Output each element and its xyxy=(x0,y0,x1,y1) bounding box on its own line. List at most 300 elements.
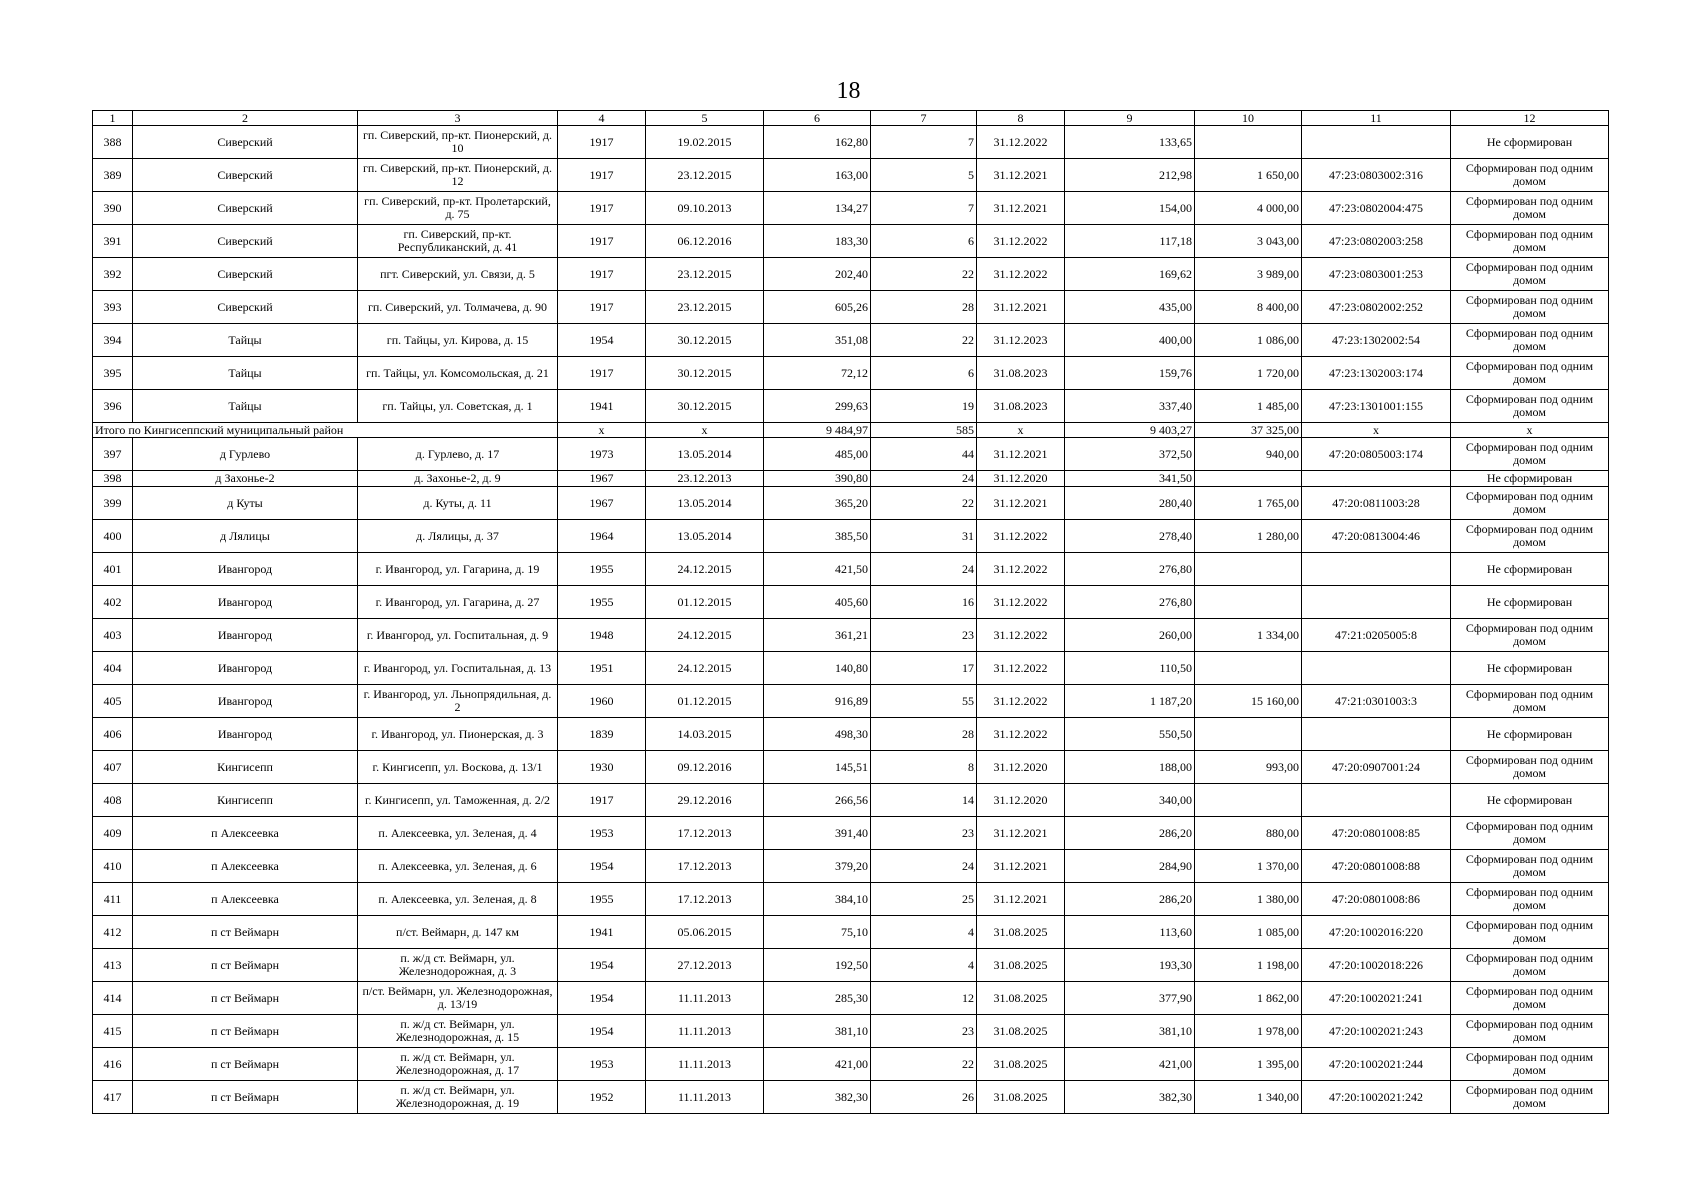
living-area: 276,80 xyxy=(1065,586,1195,619)
recognition-date: 30.12.2015 xyxy=(646,324,764,357)
total-area: 485,00 xyxy=(764,438,871,471)
residents-count: 24 xyxy=(871,553,977,586)
land-area: 3 043,00 xyxy=(1195,225,1302,258)
table-row xyxy=(93,390,1609,423)
recognition-date: 05.06.2015 xyxy=(646,916,764,949)
row-number: 414 xyxy=(93,982,133,1015)
address: п/ст. Веймарн, д. 147 км xyxy=(358,916,558,949)
resettlement-deadline: 31.12.2021 xyxy=(977,850,1065,883)
land-area: 1 198,00 xyxy=(1195,949,1302,982)
total-area: 391,40 xyxy=(764,817,871,850)
build-year: 1917 xyxy=(558,126,646,159)
address: г. Ивангород, ул. Льнопрядильная, д. 2 xyxy=(358,685,558,718)
build-year: 1951 xyxy=(558,652,646,685)
build-year: 1954 xyxy=(558,850,646,883)
total-area: 390,80 xyxy=(764,471,871,487)
settlement-name: Сиверский xyxy=(133,225,358,258)
address: гп. Сиверский, пр-кт. Пионерский, д. 12 xyxy=(358,159,558,192)
settlement-name: п ст Веймарн xyxy=(133,949,358,982)
table-row xyxy=(93,1015,1609,1048)
settlement-name: Тайцы xyxy=(133,357,358,390)
residents-count: 12 xyxy=(871,982,977,1015)
address: п. ж/д ст. Веймарн, ул. Железнодорожная, д. 15 xyxy=(358,1015,558,1048)
land-area xyxy=(1195,471,1302,487)
residents-count: 7 xyxy=(871,192,977,225)
land-status: Не сформирован xyxy=(1451,586,1609,619)
total-area: 379,20 xyxy=(764,850,871,883)
table-row xyxy=(93,192,1609,225)
row-number: 407 xyxy=(93,751,133,784)
build-year: 1955 xyxy=(558,586,646,619)
residents-count: 4 xyxy=(871,949,977,982)
living-area: 435,00 xyxy=(1065,291,1195,324)
column-number: 2 xyxy=(133,111,358,126)
land-area: 1 334,00 xyxy=(1195,619,1302,652)
row-number: 404 xyxy=(93,652,133,685)
build-year: 1917 xyxy=(558,159,646,192)
living-area: 193,30 xyxy=(1065,949,1195,982)
address: д. Гурлево, д. 17 xyxy=(358,438,558,471)
row-number: 388 xyxy=(93,126,133,159)
land-area: 1 086,00 xyxy=(1195,324,1302,357)
total-area: 145,51 xyxy=(764,751,871,784)
living-area: 400,00 xyxy=(1065,324,1195,357)
living-area: 286,20 xyxy=(1065,817,1195,850)
cadastral-number xyxy=(1302,126,1451,159)
land-status: Сформирован под одним домом xyxy=(1451,159,1609,192)
build-year: 1941 xyxy=(558,916,646,949)
column-number: 4 xyxy=(558,111,646,126)
settlement-name: Сиверский xyxy=(133,291,358,324)
cadastral-number: 47:23:0802002:252 xyxy=(1302,291,1451,324)
row-number: 408 xyxy=(93,784,133,817)
build-year: 1917 xyxy=(558,225,646,258)
address: п. ж/д ст. Веймарн, ул. Железнодорожная, д. 19 xyxy=(358,1081,558,1114)
table-row xyxy=(93,784,1609,817)
table-row xyxy=(93,982,1609,1015)
recognition-date: 06.12.2016 xyxy=(646,225,764,258)
table-row xyxy=(93,291,1609,324)
build-year: 1839 xyxy=(558,718,646,751)
total-area: 605,26 xyxy=(764,291,871,324)
total-c11: х xyxy=(1302,423,1451,438)
row-number: 391 xyxy=(93,225,133,258)
residents-count: 6 xyxy=(871,225,977,258)
living-area: 113,60 xyxy=(1065,916,1195,949)
land-area xyxy=(1195,718,1302,751)
total-c4: х xyxy=(558,423,646,438)
address: п. ж/д ст. Веймарн, ул. Железнодорожная, д. 17 xyxy=(358,1048,558,1081)
cadastral-number: 47:20:1002018:226 xyxy=(1302,949,1451,982)
total-area: 384,10 xyxy=(764,883,871,916)
recognition-date: 23.12.2013 xyxy=(646,471,764,487)
residents-count: 24 xyxy=(871,850,977,883)
resettlement-deadline: 31.08.2025 xyxy=(977,1015,1065,1048)
settlement-name: п ст Веймарн xyxy=(133,1048,358,1081)
land-status: Сформирован под одним домом xyxy=(1451,438,1609,471)
living-area: 377,90 xyxy=(1065,982,1195,1015)
row-number: 395 xyxy=(93,357,133,390)
table-row xyxy=(93,1081,1609,1114)
settlement-name: п ст Веймарн xyxy=(133,1081,358,1114)
total-area: 381,10 xyxy=(764,1015,871,1048)
total-c8: х xyxy=(977,423,1065,438)
land-status: Сформирован под одним домом xyxy=(1451,850,1609,883)
recognition-date: 17.12.2013 xyxy=(646,883,764,916)
cadastral-number: 47:20:0907001:24 xyxy=(1302,751,1451,784)
land-area: 993,00 xyxy=(1195,751,1302,784)
living-area: 382,30 xyxy=(1065,1081,1195,1114)
page-number: 18 xyxy=(836,78,861,104)
living-area: 421,00 xyxy=(1065,1048,1195,1081)
settlement-name: Сиверский xyxy=(133,192,358,225)
build-year: 1960 xyxy=(558,685,646,718)
total-area: 498,30 xyxy=(764,718,871,751)
address: д. Захонье-2, д. 9 xyxy=(358,471,558,487)
build-year: 1917 xyxy=(558,291,646,324)
build-year: 1917 xyxy=(558,784,646,817)
land-status: Сформирован под одним домом xyxy=(1451,916,1609,949)
total-area: 183,30 xyxy=(764,225,871,258)
cadastral-number: 47:20:0801008:86 xyxy=(1302,883,1451,916)
row-number: 411 xyxy=(93,883,133,916)
total-c12: х xyxy=(1451,423,1609,438)
recognition-date: 23.12.2015 xyxy=(646,258,764,291)
land-status: Не сформирован xyxy=(1451,784,1609,817)
cadastral-number: 47:21:0301003:3 xyxy=(1302,685,1451,718)
land-status: Сформирован под одним домом xyxy=(1451,487,1609,520)
residents-count: 28 xyxy=(871,291,977,324)
table-row xyxy=(93,718,1609,751)
total-c6: 9 484,97 xyxy=(764,423,871,438)
living-area: 260,00 xyxy=(1065,619,1195,652)
cadastral-number: 47:20:1002021:241 xyxy=(1302,982,1451,1015)
cadastral-number: 47:23:1302002:54 xyxy=(1302,324,1451,357)
build-year: 1967 xyxy=(558,471,646,487)
living-area: 341,50 xyxy=(1065,471,1195,487)
resettlement-deadline: 31.08.2025 xyxy=(977,982,1065,1015)
total-area: 299,63 xyxy=(764,390,871,423)
settlement-name: Тайцы xyxy=(133,390,358,423)
table-row xyxy=(93,751,1609,784)
resettlement-deadline: 31.12.2022 xyxy=(977,718,1065,751)
recognition-date: 09.12.2016 xyxy=(646,751,764,784)
land-area: 1 380,00 xyxy=(1195,883,1302,916)
settlement-name: Ивангород xyxy=(133,718,358,751)
row-number: 394 xyxy=(93,324,133,357)
recognition-date: 24.12.2015 xyxy=(646,652,764,685)
living-area: 188,00 xyxy=(1065,751,1195,784)
settlement-name: п Алексеевка xyxy=(133,817,358,850)
settlement-name: Ивангород xyxy=(133,652,358,685)
build-year: 1967 xyxy=(558,487,646,520)
table-row xyxy=(93,619,1609,652)
build-year: 1955 xyxy=(558,553,646,586)
settlement-name: Ивангород xyxy=(133,685,358,718)
build-year: 1973 xyxy=(558,438,646,471)
build-year: 1948 xyxy=(558,619,646,652)
land-status: Сформирован под одним домом xyxy=(1451,1081,1609,1114)
land-area: 1 650,00 xyxy=(1195,159,1302,192)
column-number: 7 xyxy=(871,111,977,126)
cadastral-number: 47:20:1002021:244 xyxy=(1302,1048,1451,1081)
living-area: 110,50 xyxy=(1065,652,1195,685)
table-row xyxy=(93,652,1609,685)
total-label: Итого по Кингисеппский муниципальный район xyxy=(93,423,558,438)
row-number: 400 xyxy=(93,520,133,553)
table-row xyxy=(93,438,1609,471)
living-area: 550,50 xyxy=(1065,718,1195,751)
land-status: Сформирован под одним домом xyxy=(1451,324,1609,357)
address: п. Алексеевка, ул. Зеленая, д. 8 xyxy=(358,883,558,916)
settlement-name: Сиверский xyxy=(133,126,358,159)
land-area xyxy=(1195,126,1302,159)
row-number: 401 xyxy=(93,553,133,586)
total-area: 421,50 xyxy=(764,553,871,586)
housing-register-table xyxy=(92,110,1609,1114)
row-number: 399 xyxy=(93,487,133,520)
land-area: 1 485,00 xyxy=(1195,390,1302,423)
residents-count: 23 xyxy=(871,1015,977,1048)
row-number: 402 xyxy=(93,586,133,619)
cadastral-number: 47:21:0205005:8 xyxy=(1302,619,1451,652)
build-year: 1930 xyxy=(558,751,646,784)
resettlement-deadline: 31.08.2025 xyxy=(977,1048,1065,1081)
resettlement-deadline: 31.08.2023 xyxy=(977,390,1065,423)
address: гп. Сиверский, ул. Толмачева, д. 90 xyxy=(358,291,558,324)
living-area: 154,00 xyxy=(1065,192,1195,225)
recognition-date: 09.10.2013 xyxy=(646,192,764,225)
resettlement-deadline: 31.12.2022 xyxy=(977,258,1065,291)
living-area: 381,10 xyxy=(1065,1015,1195,1048)
cadastral-number: 47:20:1002021:242 xyxy=(1302,1081,1451,1114)
recognition-date: 24.12.2015 xyxy=(646,619,764,652)
total-area: 382,30 xyxy=(764,1081,871,1114)
total-area: 405,60 xyxy=(764,586,871,619)
recognition-date: 17.12.2013 xyxy=(646,817,764,850)
total-area: 163,00 xyxy=(764,159,871,192)
land-status: Сформирован под одним домом xyxy=(1451,949,1609,982)
recognition-date: 11.11.2013 xyxy=(646,982,764,1015)
row-number: 398 xyxy=(93,471,133,487)
land-area: 1 340,00 xyxy=(1195,1081,1302,1114)
table-row xyxy=(93,949,1609,982)
total-area: 162,80 xyxy=(764,126,871,159)
address: гп. Тайцы, ул. Кирова, д. 15 xyxy=(358,324,558,357)
table-row xyxy=(93,520,1609,553)
cadastral-number: 47:20:0813004:46 xyxy=(1302,520,1451,553)
residents-count: 44 xyxy=(871,438,977,471)
residents-count: 26 xyxy=(871,1081,977,1114)
land-status: Сформирован под одним домом xyxy=(1451,817,1609,850)
living-area: 169,62 xyxy=(1065,258,1195,291)
column-number: 12 xyxy=(1451,111,1609,126)
land-area: 15 160,00 xyxy=(1195,685,1302,718)
address: г. Ивангород, ул. Пионерская, д. 3 xyxy=(358,718,558,751)
land-area: 1 280,00 xyxy=(1195,520,1302,553)
resettlement-deadline: 31.08.2025 xyxy=(977,949,1065,982)
living-area: 1 187,20 xyxy=(1065,685,1195,718)
land-status: Не сформирован xyxy=(1451,471,1609,487)
land-area xyxy=(1195,652,1302,685)
settlement-name: п ст Веймарн xyxy=(133,982,358,1015)
total-area: 75,10 xyxy=(764,916,871,949)
build-year: 1953 xyxy=(558,1048,646,1081)
column-number: 3 xyxy=(358,111,558,126)
land-status: Сформирован под одним домом xyxy=(1451,1015,1609,1048)
address: д. Лялицы, д. 37 xyxy=(358,520,558,553)
address: д. Куты, д. 11 xyxy=(358,487,558,520)
resettlement-deadline: 31.12.2022 xyxy=(977,126,1065,159)
column-number: 6 xyxy=(764,111,871,126)
land-area: 3 989,00 xyxy=(1195,258,1302,291)
land-area: 1 862,00 xyxy=(1195,982,1302,1015)
address: пгт. Сиверский, ул. Связи, д. 5 xyxy=(358,258,558,291)
residents-count: 5 xyxy=(871,159,977,192)
resettlement-deadline: 31.12.2022 xyxy=(977,520,1065,553)
total-area: 192,50 xyxy=(764,949,871,982)
table-row xyxy=(93,553,1609,586)
land-status: Сформирован под одним домом xyxy=(1451,258,1609,291)
recognition-date: 11.11.2013 xyxy=(646,1048,764,1081)
row-number: 406 xyxy=(93,718,133,751)
living-area: 276,80 xyxy=(1065,553,1195,586)
total-area: 202,40 xyxy=(764,258,871,291)
build-year: 1954 xyxy=(558,1015,646,1048)
resettlement-deadline: 31.12.2022 xyxy=(977,553,1065,586)
total-area: 134,27 xyxy=(764,192,871,225)
row-number: 389 xyxy=(93,159,133,192)
living-area: 286,20 xyxy=(1065,883,1195,916)
land-status: Сформирован под одним домом xyxy=(1451,619,1609,652)
cadastral-number: 47:23:1301001:155 xyxy=(1302,390,1451,423)
total-area: 72,12 xyxy=(764,357,871,390)
cadastral-number: 47:20:1002021:243 xyxy=(1302,1015,1451,1048)
living-area: 284,90 xyxy=(1065,850,1195,883)
residents-count: 22 xyxy=(871,1048,977,1081)
living-area: 212,98 xyxy=(1065,159,1195,192)
land-status: Сформирован под одним домом xyxy=(1451,291,1609,324)
cadastral-number: 47:20:0805003:174 xyxy=(1302,438,1451,471)
land-area: 940,00 xyxy=(1195,438,1302,471)
land-area: 4 000,00 xyxy=(1195,192,1302,225)
recognition-date: 30.12.2015 xyxy=(646,357,764,390)
land-area: 8 400,00 xyxy=(1195,291,1302,324)
land-status: Сформирован под одним домом xyxy=(1451,192,1609,225)
column-number: 5 xyxy=(646,111,764,126)
residents-count: 4 xyxy=(871,916,977,949)
recognition-date: 11.11.2013 xyxy=(646,1081,764,1114)
land-area: 1 395,00 xyxy=(1195,1048,1302,1081)
settlement-name: п Алексеевка xyxy=(133,883,358,916)
total-area: 361,21 xyxy=(764,619,871,652)
cadastral-number: 47:20:0801008:85 xyxy=(1302,817,1451,850)
settlement-name: Ивангород xyxy=(133,586,358,619)
resettlement-deadline: 31.12.2021 xyxy=(977,487,1065,520)
settlement-name: п Алексеевка xyxy=(133,850,358,883)
land-status: Сформирован под одним домом xyxy=(1451,357,1609,390)
address: г. Ивангород, ул. Госпитальная, д. 13 xyxy=(358,652,558,685)
build-year: 1964 xyxy=(558,520,646,553)
table-row xyxy=(93,159,1609,192)
total-area: 285,30 xyxy=(764,982,871,1015)
settlement-name: Сиверский xyxy=(133,159,358,192)
living-area: 159,76 xyxy=(1065,357,1195,390)
table-row xyxy=(93,916,1609,949)
build-year: 1952 xyxy=(558,1081,646,1114)
living-area: 133,65 xyxy=(1065,126,1195,159)
resettlement-deadline: 31.08.2023 xyxy=(977,357,1065,390)
settlement-name: Тайцы xyxy=(133,324,358,357)
address: гп. Сиверский, пр-кт. Пролетарский, д. 75 xyxy=(358,192,558,225)
living-area: 337,40 xyxy=(1065,390,1195,423)
recognition-date: 24.12.2015 xyxy=(646,553,764,586)
build-year: 1954 xyxy=(558,949,646,982)
residents-count: 23 xyxy=(871,817,977,850)
residents-count: 8 xyxy=(871,751,977,784)
living-area: 280,40 xyxy=(1065,487,1195,520)
land-area: 1 765,00 xyxy=(1195,487,1302,520)
address: п. Алексеевка, ул. Зеленая, д. 4 xyxy=(358,817,558,850)
residents-count: 16 xyxy=(871,586,977,619)
resettlement-deadline: 31.12.2022 xyxy=(977,619,1065,652)
cadastral-number: 47:23:1302003:174 xyxy=(1302,357,1451,390)
build-year: 1941 xyxy=(558,390,646,423)
recognition-date: 01.12.2015 xyxy=(646,586,764,619)
district-total-row xyxy=(93,423,1609,438)
recognition-date: 19.02.2015 xyxy=(646,126,764,159)
table-row xyxy=(93,357,1609,390)
address: г. Ивангород, ул. Госпитальная, д. 9 xyxy=(358,619,558,652)
land-area: 1 085,00 xyxy=(1195,916,1302,949)
living-area: 340,00 xyxy=(1065,784,1195,817)
settlement-name: Кингисепп xyxy=(133,784,358,817)
living-area: 117,18 xyxy=(1065,225,1195,258)
recognition-date: 13.05.2014 xyxy=(646,520,764,553)
row-number: 413 xyxy=(93,949,133,982)
cadastral-number xyxy=(1302,718,1451,751)
row-number: 412 xyxy=(93,916,133,949)
residents-count: 6 xyxy=(871,357,977,390)
address: гп. Сиверский, пр-кт. Республиканский, д. 41 xyxy=(358,225,558,258)
resettlement-deadline: 31.12.2021 xyxy=(977,192,1065,225)
build-year: 1917 xyxy=(558,192,646,225)
address: гп. Сиверский, пр-кт. Пионерский, д. 10 xyxy=(358,126,558,159)
land-status: Не сформирован xyxy=(1451,652,1609,685)
recognition-date: 23.12.2015 xyxy=(646,159,764,192)
recognition-date: 23.12.2015 xyxy=(646,291,764,324)
resettlement-deadline: 31.08.2025 xyxy=(977,1081,1065,1114)
total-area: 365,20 xyxy=(764,487,871,520)
resettlement-deadline: 31.12.2021 xyxy=(977,883,1065,916)
land-area xyxy=(1195,586,1302,619)
total-area: 266,56 xyxy=(764,784,871,817)
land-status: Сформирован под одним домом xyxy=(1451,1048,1609,1081)
land-status: Сформирован под одним домом xyxy=(1451,685,1609,718)
settlement-name: Ивангород xyxy=(133,553,358,586)
row-number: 405 xyxy=(93,685,133,718)
build-year: 1955 xyxy=(558,883,646,916)
column-number: 10 xyxy=(1195,111,1302,126)
land-area: 880,00 xyxy=(1195,817,1302,850)
living-area: 278,40 xyxy=(1065,520,1195,553)
row-number: 390 xyxy=(93,192,133,225)
resettlement-deadline: 31.12.2021 xyxy=(977,817,1065,850)
residents-count: 14 xyxy=(871,784,977,817)
build-year: 1917 xyxy=(558,357,646,390)
land-status: Сформирован под одним домом xyxy=(1451,883,1609,916)
residents-count: 23 xyxy=(871,619,977,652)
